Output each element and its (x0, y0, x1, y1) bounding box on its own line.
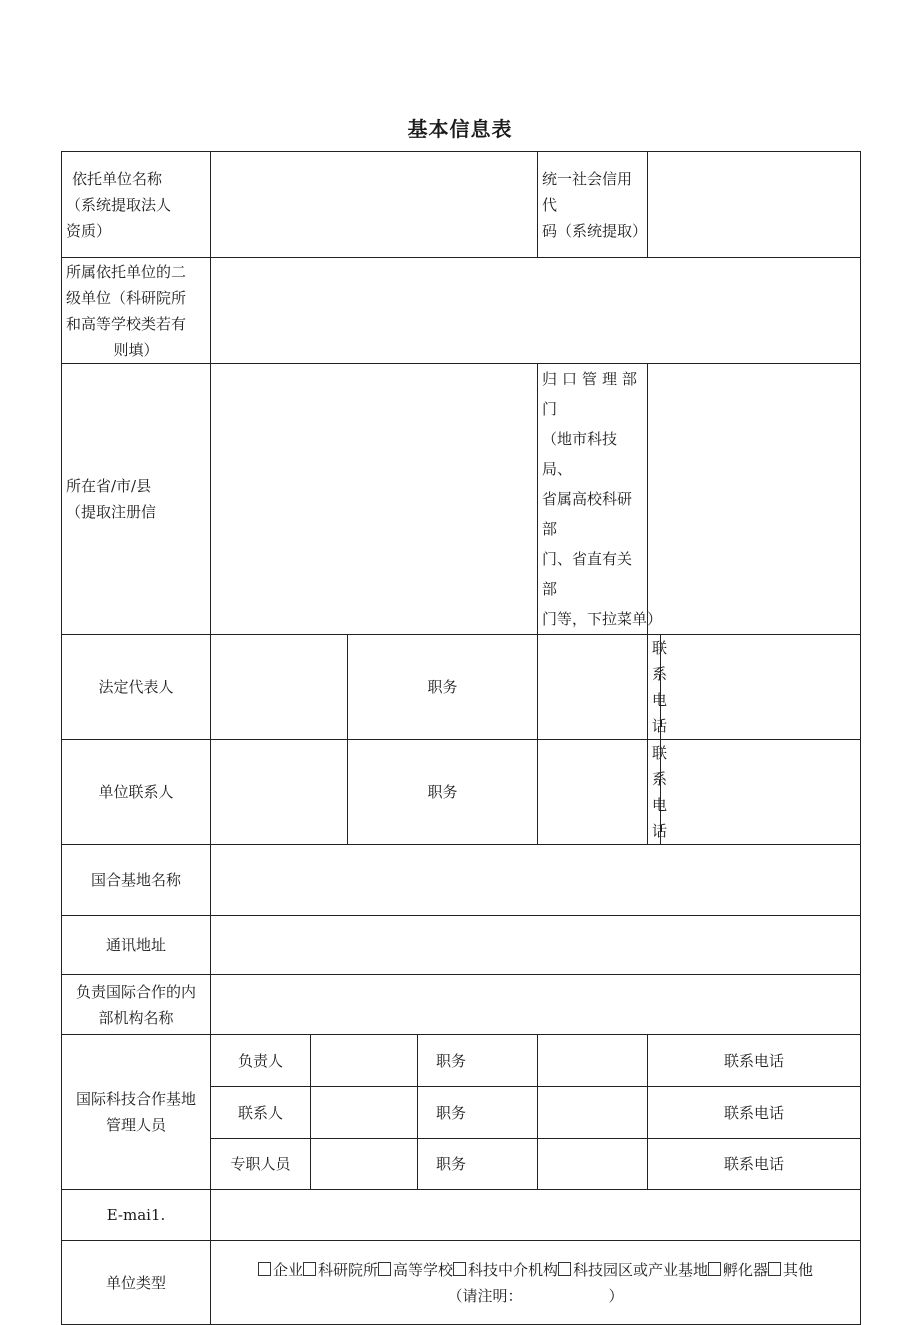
mgmt-name-field[interactable] (311, 1087, 418, 1139)
mgmt-phone-label (648, 1139, 861, 1190)
location-label-line2: （提取注册信 (66, 503, 157, 521)
management-label-line1: 国际科技合作基地 (75, 1090, 196, 1108)
legal-rep-phone-label: 联系电话 (648, 635, 661, 740)
address-label: 通讯地址 (62, 916, 211, 975)
dept-label-line3: 省属高校科研部 (542, 490, 633, 538)
intl-dept-label (62, 975, 211, 1035)
address-field[interactable] (211, 916, 861, 975)
mgmt-phone-label-text: 联系电话 (724, 1051, 785, 1070)
mgmt-position-field[interactable] (538, 1087, 648, 1139)
contact-phone-label: 联系电话 (648, 740, 661, 845)
dept-label-line5: 门等，下拉菜单） (542, 610, 663, 628)
dept-label-line2: （地市科技局、 (542, 430, 618, 478)
mgmt-position-field[interactable] (538, 1139, 648, 1190)
credit-code-field[interactable] (648, 152, 861, 258)
management-label-line2: 管理人员 (105, 1116, 166, 1134)
option-label: 科技中介机构 (468, 1260, 559, 1279)
secondary-unit-label-line1: 所属依托单位的二 (66, 262, 187, 281)
contact-label: 单位联系人 (62, 740, 211, 845)
secondary-unit-label-line3: 和高等学校类若有 (66, 314, 187, 333)
legal-rep-label: 法定代表人 (62, 635, 211, 740)
credit-code-label-line1: 统一社会信用代 (542, 169, 633, 214)
legal-rep-field[interactable] (211, 635, 348, 740)
legal-rep-position-field[interactable] (538, 635, 648, 740)
mgmt-phone-label-text: 联系电话 (724, 1103, 785, 1122)
option-label: 高等学校 (392, 1260, 453, 1279)
email-label: E-mai1. (62, 1190, 211, 1241)
mgmt-phone-label-text: 联系电话 (724, 1155, 785, 1173)
org-name-label-line1: 依托单位名称 (72, 169, 163, 188)
option-label: 孵化器 (723, 1260, 769, 1279)
unit-type-options (211, 1241, 861, 1325)
checkbox[interactable] (258, 1262, 271, 1276)
option-label: 企业 (272, 1260, 303, 1279)
contact-position-label: 职务 (348, 740, 538, 845)
checkbox[interactable] (768, 1262, 781, 1276)
dept-dropdown[interactable] (648, 364, 861, 635)
org-name-label-line3: 资质） (66, 221, 112, 240)
location-field[interactable] (211, 364, 538, 635)
legal-rep-phone-field[interactable] (661, 635, 861, 740)
checkbox[interactable] (708, 1262, 721, 1276)
dept-label-line1: 归口管理部门 (542, 370, 643, 418)
management-label (62, 1035, 211, 1190)
checkbox[interactable] (453, 1262, 466, 1276)
intl-dept-field[interactable] (211, 975, 861, 1035)
mgmt-role-label: 联系人 (211, 1087, 311, 1139)
legal-rep-position-label: 职务 (348, 635, 538, 740)
secondary-unit-label-line2: 级单位（科研院所 (66, 288, 187, 307)
secondary-unit-field[interactable] (211, 258, 861, 364)
secondary-unit-label (62, 258, 211, 364)
base-name-field[interactable] (211, 845, 861, 916)
intl-dept-label-line1: 负责国际合作的内 (75, 982, 196, 1001)
dept-label-line4: 门、省直有关部 (542, 550, 633, 598)
mgmt-position-label: 职务 (418, 1035, 538, 1087)
note-close: ） (608, 1286, 624, 1305)
page-title: 基本信息表 (407, 117, 513, 141)
mgmt-role-label: 专职人员 (211, 1139, 311, 1190)
org-name-label-line2: （系统提取法人 (66, 195, 172, 214)
contact-phone-field[interactable] (661, 740, 861, 845)
checkbox[interactable] (378, 1262, 391, 1276)
option-label: 科研院所 (317, 1260, 378, 1279)
intl-dept-label-line2: 部机构名称 (98, 1008, 174, 1027)
mgmt-name-field[interactable] (311, 1139, 418, 1190)
credit-code-label-line2: 码（系统提取） (542, 221, 648, 240)
mgmt-position-label: 职务 (418, 1139, 538, 1190)
mgmt-position-field[interactable] (538, 1035, 648, 1087)
option-label: 其他 (783, 1260, 814, 1279)
unit-type-options-line (258, 1261, 813, 1279)
base-name-label: 国合基地名称 (62, 845, 211, 916)
org-name-label (62, 152, 211, 258)
mgmt-phone-label (648, 1087, 861, 1139)
location-label (62, 364, 211, 635)
mgmt-role-label: 负责人 (211, 1035, 311, 1087)
dept-label (538, 364, 663, 635)
option-label: 科技园区或产业基地 (573, 1260, 709, 1279)
credit-code-label (538, 152, 648, 258)
contact-field[interactable] (211, 740, 348, 845)
unit-type-label: 单位类型 (62, 1241, 211, 1325)
basic-info-table (61, 151, 861, 1325)
contact-position-field[interactable] (538, 740, 648, 845)
mgmt-position-label: 职务 (418, 1087, 538, 1139)
location-label-line1: 所在省/市/县 (66, 477, 152, 495)
mgmt-phone-label (648, 1035, 861, 1087)
note-open: （请注明： (447, 1286, 523, 1305)
org-name-field[interactable] (211, 152, 538, 258)
checkbox[interactable] (558, 1262, 571, 1276)
email-field[interactable] (211, 1190, 861, 1241)
secondary-unit-label-line4: 则填） (113, 340, 159, 359)
checkbox[interactable] (303, 1262, 316, 1276)
mgmt-name-field[interactable] (311, 1035, 418, 1087)
